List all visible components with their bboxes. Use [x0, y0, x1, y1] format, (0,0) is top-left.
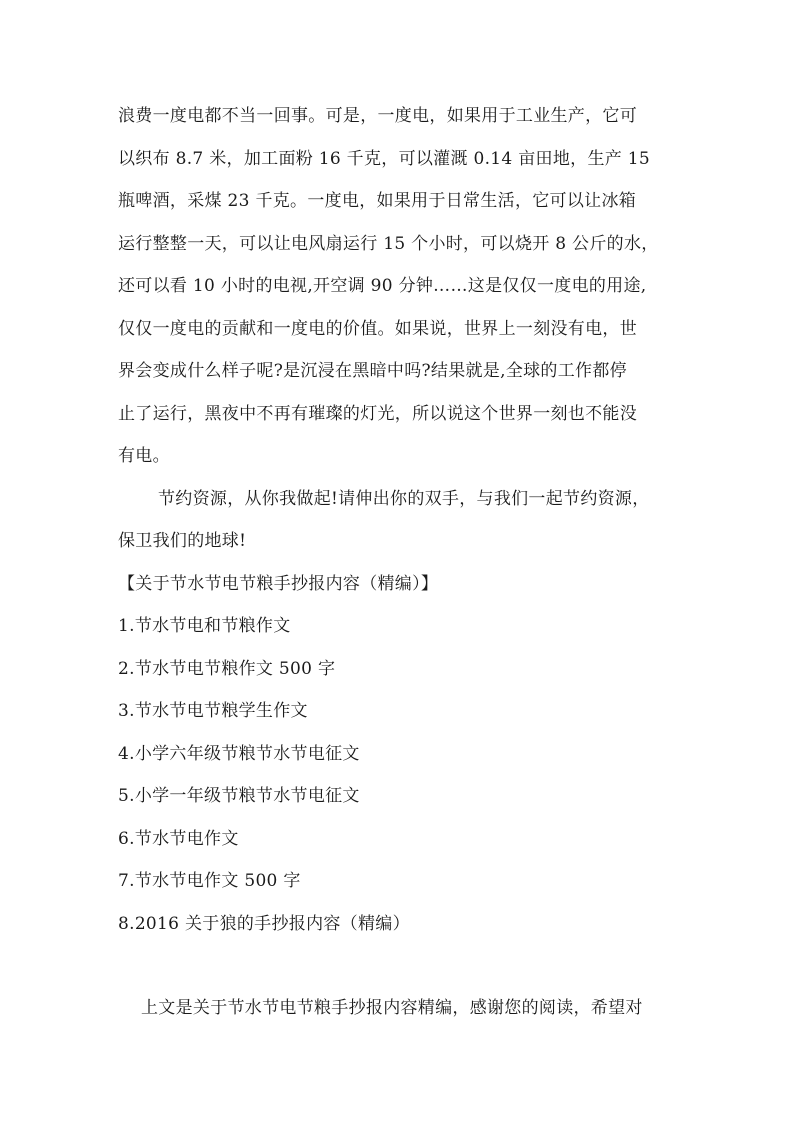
paragraph-line: 止了运行，黑夜中不再有璀璨的灯光，所以说这个世界一刻也不能没 [118, 404, 637, 424]
paragraph-line: 浪费一度电都不当一回事。可是，一度电，如果用于工业生产，它可 [118, 106, 637, 126]
related-link-item[interactable]: 8.2016 关于狼的手抄报内容（精编） [118, 914, 410, 934]
paragraph-line: 节约资源，从你我做起!请伸出你的双手，与我们一起节约资源， [158, 489, 650, 509]
related-link-item[interactable]: 5.小学一年级节粮节水节电征文 [118, 786, 360, 806]
related-heading: 【关于节水节电节粮手抄报内容（精编）】 [118, 574, 439, 594]
paragraph-line: 界会变成什么样子呢?是沉浸在黑暗中吗?结果就是,全球的工作都停 [118, 361, 627, 381]
paragraph-line: 运行整整一天，可以让电风扇运行 15 个小时，可以烧开 8 公斤的水， [118, 234, 659, 254]
related-link-item[interactable]: 3.节水节电节粮学生作文 [118, 701, 308, 721]
related-link-item[interactable]: 2.节水节电节粮作文 500 字 [118, 659, 336, 679]
paragraph-line: 仅仅一度电的贡献和一度电的价值。如果说，世界上一刻没有电，世 [118, 319, 637, 339]
paragraph-line: 还可以看 10 小时的电视,开空调 90 分钟……这是仅仅一度电的用途, [118, 276, 647, 296]
related-link-item[interactable]: 1.节水节电和节粮作文 [118, 616, 291, 636]
paragraph-line: 以织布 8.7 米，加工面粉 16 千克，可以灌溉 0.14 亩田地，生产 15 [118, 149, 650, 169]
closing-line: 上文是关于节水节电节粮手抄报内容精编，感谢您的阅读，希望对 [141, 998, 643, 1018]
related-link-item[interactable]: 4.小学六年级节粮节水节电征文 [118, 744, 360, 764]
related-link-item[interactable]: 6.节水节电作文 [118, 829, 239, 849]
paragraph-line: 瓶啤酒，采煤 23 千克。一度电，如果用于日常生活，它可以让冰箱 [118, 191, 637, 211]
related-link-item[interactable]: 7.节水节电作文 500 字 [118, 871, 301, 891]
paragraph-line: 保卫我们的地球! [118, 531, 247, 551]
paragraph-line: 有电。 [118, 446, 170, 466]
